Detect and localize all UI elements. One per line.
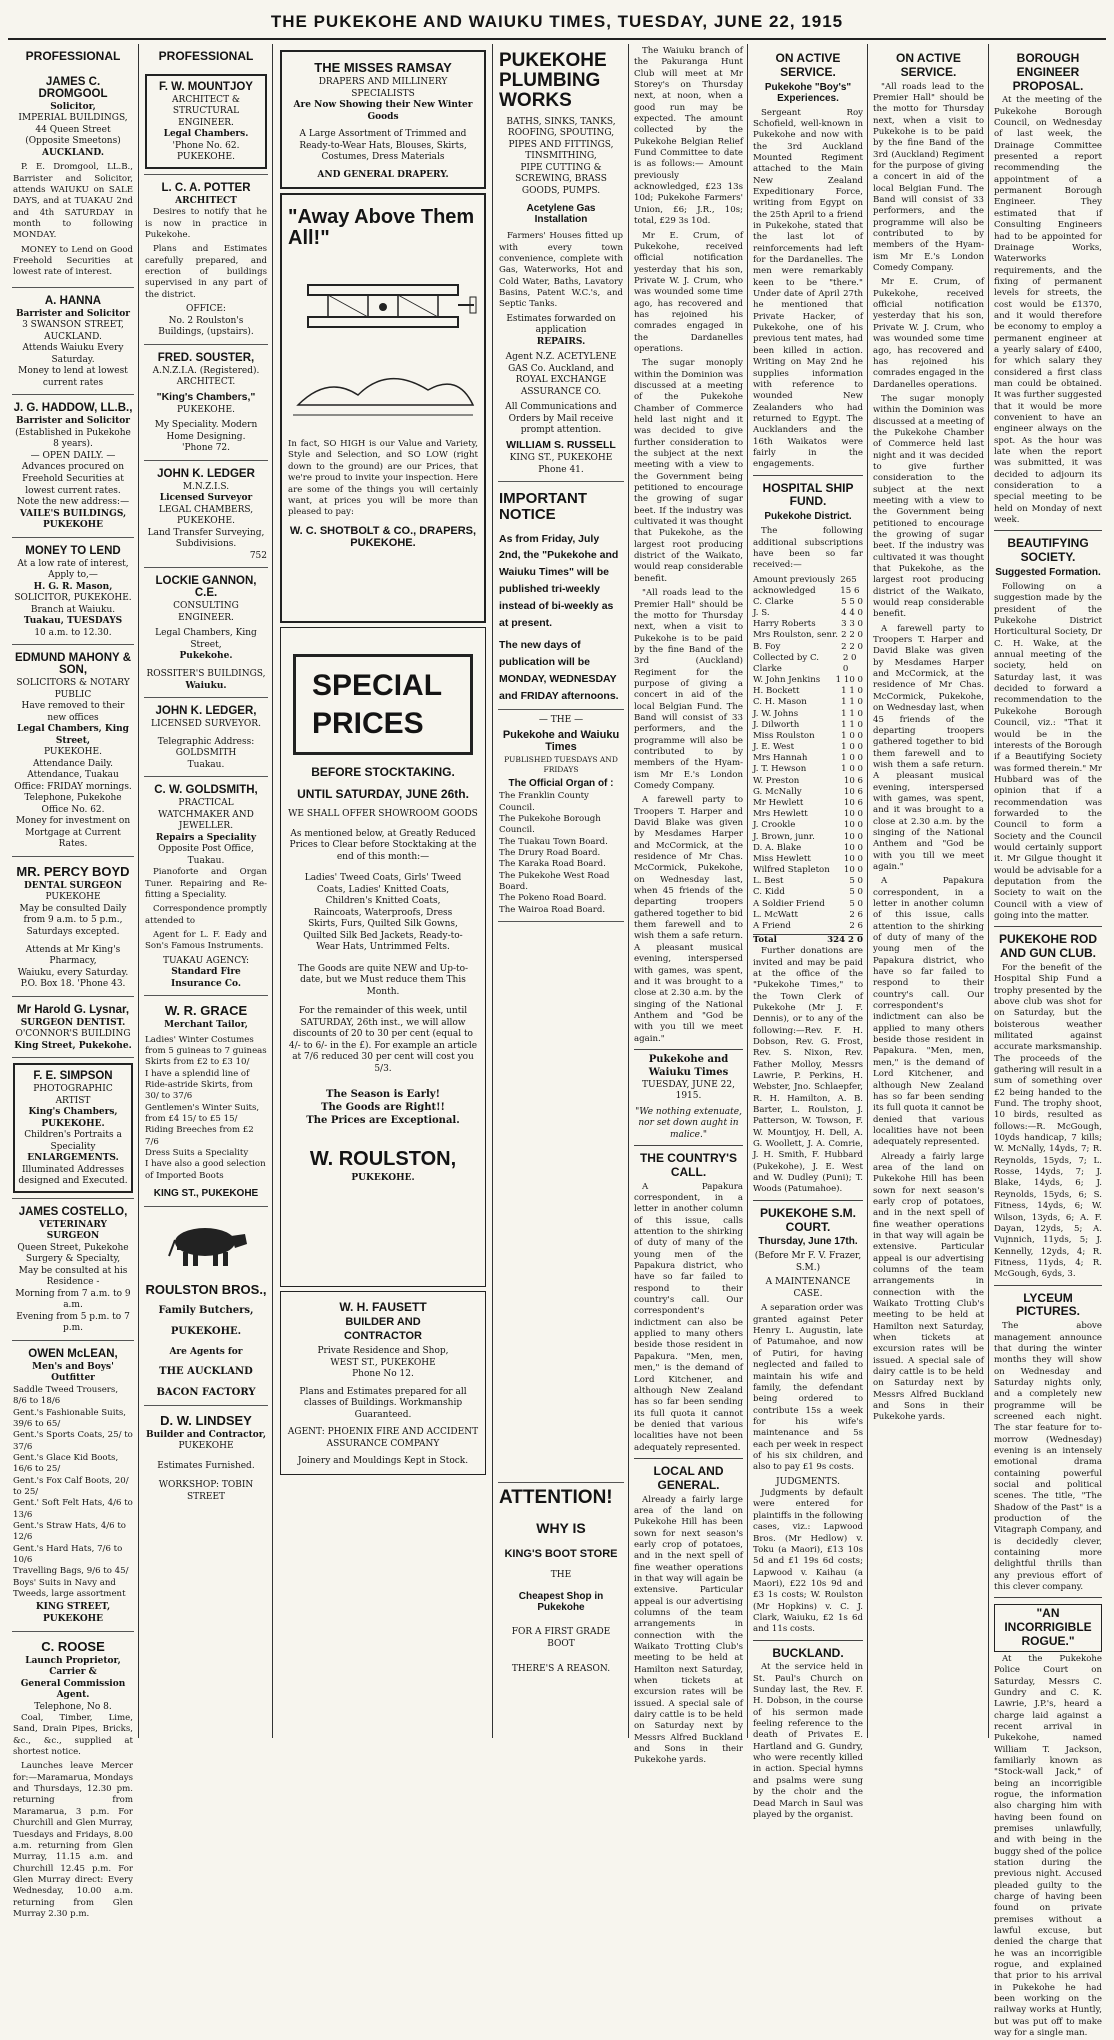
ad-mahony: EDMUND MAHONY & SON, SOLICITORS & NOTARY PUBLIC Have removed to their new offices Legal Chambers, King Street, PUKEKOHE. Attendance Daily. Attendance, Tuakau Office: FRIDAY mornings. Telephone, Pukekohe Office No. 62. Money for investment on Mortgage at Current Rates.: [12, 645, 134, 857]
subscriber-name: Miss Roulston: [753, 730, 815, 741]
divider: [994, 1597, 1102, 1598]
subscription-row: [753, 764, 863, 775]
ad-hanna: A. HANNA Barrister and Solicitor 3 SWANSON STREET, AUCKLAND. Attends Waiuku Every Saturday. Money to lend at lowest current rates: [12, 288, 134, 396]
subscription-row: [753, 686, 863, 697]
subscription-amount: 2 0 0: [842, 652, 857, 674]
subscriber-name: Harry Roberts: [753, 619, 816, 630]
ad-potter: L. C. A. POTTER ARCHITECT Desires to notify that he is now in practice in Pukekohe. Plans and Estimates carefully prepared, and erection of buildings supervised in any part of the district. OFFICE: No. 2 Roulston's Buildings, (upstairs).: [144, 175, 268, 345]
subscription-row: [753, 876, 863, 887]
column-rule: [628, 44, 629, 1738]
subscription-amount: 2 2 0: [841, 630, 863, 641]
subscription-amount: 10 0: [843, 809, 863, 820]
subscriber-name: C. Kidd: [753, 887, 785, 898]
subscription-row: [753, 887, 863, 898]
subscription-row: [753, 820, 863, 831]
subscriber-name: A Soldier Friend: [753, 898, 825, 909]
column-news-4: ON ACTIVE SERVICE. "All roads lead to the Premier Hall" should be the motto for Thursday next, when a visit to Pukekohe is to be paid by the fine Band of the 3rd (Auckland) Regiment for the purpose of giving a concert in aid of the local Belgian Fund. The Band will consist of 33 performers, and the programme will also be contributed to by members of the Hyam-ism Mr E.'s London Comedy Company. Mr E. Crum, of Pukekohe, received official notification yesterday that his son, Private W. J. Crum, who was wounded some time ago, has recovered and has rejoined his comrades engaged in the Dardanelles operations. The sugar monoply within the Dominion was discussed at a meeting of the Pukekohe Chamber of Commerce held last night and it was decided to give further consideration to the subject at the next meeting with a view to the Government being petitioned to encourage the growing of sugar beet. If the industry was cultivated it was thought that Pukekohe, as the largest root producing district of the Waikato, would reap considerable benefit. A farewell party to Troopers T. Harper and David Blake was given by Mesdames Harper and McCormick, at the residence of Mr Chas. McCormick, Pukekohe, on Wednesday last, when 45 friends of the departing troopers gathered together to bid them farewell and to wish them a safe return. A pleasant musical evening, interspersed with games, was spent, and it was brought to a close at 2.30 a.m. by the singing of the National Anthem and "God be with you till we meet again." A Papakura correspondent, in a letter in another column of this issue, calls attention to the shirking of duty of many of the young men of the Papakura district, who have so far failed to respond to their country's call. Our correspondent's indictment can also be applied to many others beside those resident in Papakura. "Men, men, men," is the demand of Lord Kitchener, and although New Zealand has so far been sending its full quota it cannot be denied that various localities have not been adequately represented. Already a fairly large area of the land on Pukekohe Hill has been sown for next season's early crop of potatoes, and in the next spell of fine weather operations in that way will again be extensive. Particular appeal is our advertising columns of the team arrangements in connection with the Waikato Trotting Club's meeting to be held at Hamilton next Saturday, when tickets at excursion rates will be issued. A special sale of dairy cattle is to be held on Saturday next by Messrs Alfred Buckland and Sons in their Pukekohe yards.: [873, 51, 984, 1423]
subscriber-name: D. A. Blake: [753, 842, 802, 853]
section-heading: PROFESSIONAL: [158, 49, 254, 63]
subscription-amount: 1 0 0: [841, 764, 863, 775]
article-heading: LYCEUM PICTURES.: [1015, 1290, 1080, 1319]
subscriber-name: H. Bockett: [753, 686, 800, 697]
subscriber-name: J. E. West: [753, 742, 795, 753]
subscription-row: [753, 787, 863, 798]
subscription-row: [753, 720, 863, 731]
subscription-amount: 1 1 0: [841, 719, 863, 730]
subscription-amount: 10 6: [843, 786, 863, 797]
subscription-amount: 265 15 6: [840, 574, 860, 596]
subscription-row: [753, 854, 863, 865]
subscription-row: [753, 899, 863, 910]
ad-simpson: F. E. SIMPSON PHOTOGRAPHIC ARTIST King's Chambers, PUKEKOHE. Children's Portraits a Speciality ENLARGEMENTS. Illuminated Addresses designed and Executed.: [12, 1058, 134, 1199]
article-heading: ON ACTIVE SERVICE.: [896, 51, 961, 79]
article-heading: BOROUGH ENGINEER PROPOSAL.: [1012, 51, 1084, 93]
subscriber-name: Collected by C. Clarke: [753, 652, 820, 674]
subscriber-name: Mrs Roulston, senr.: [753, 630, 838, 641]
ad-souster: FRED. SOUSTER, A.N.Z.I.A. (Registered). ARCHITECT. "King's Chambers," PUKEKOHE. My Speciality. Modern Home Designing. 'Phone 72.: [144, 345, 268, 461]
subscriber-name: W. John Jenkins: [753, 675, 821, 686]
divider: [994, 926, 1102, 927]
ad-roose: C. ROOSE Launch Proprietor, Carrier & General Commission Agent. Telephone, No 8. Coal, Timber, Lime, Sand, Drain Pipes, Bricks, &c., &c., supplied at shortest notice. Launches leave Mercer for:—Maramarua, Mondays and Thursdays, 12.30 pm. returning from Maramarua, 3 p.m. For Churchill and Glen Murray, Tuesdays and Fridays, 8.00 a.m. returning from Glen Murray, 11.15 a.m. and Churchill 12.45 p.m. For Glen Murray direct: Every Wednesday, 10.00 a.m. returning from Glen Murray 2.30 p.m.: [13, 1638, 134, 1919]
column-display-ads: [274, 44, 492, 1738]
dateline: TUESDAY, JUNE 22, 1915.: [642, 1079, 735, 1102]
subscription-amount: 10 0: [843, 831, 863, 842]
subscriber-name: G. McNally: [753, 786, 802, 797]
ad-fausett: W. H. FAUSETT BUILDER AND CONTRACTOR Private Residence and Shop, WEST ST., PUKEKOHE Phone No 12. Plans and Estimates prepared for all classes of Buildings. Workmanship Guaranteed. AGENT: PHOENIX FIRE AND ACCIDENT ASSURANCE COMPANY Joinery and Mouldings Kept in Stock.: [280, 1291, 486, 1475]
column-news-3: BOROUGH ENGINEER PROPOSAL. At the meeting of the Pukekohe Borough Council, on Wednesday of last week, the Drainage Committee presented a report recommending the appointment of a permanent Borough Engineer. They estimated that if Consulting Engineers had to be appointed for Drainage Works, Waterworks requirements, and the fixing of permanent levels for streets, the cost would be £1370, and it would therefore be economy to employ a permanent engineer at a yearly salary of £400, for which salary they considered a first class man could be obtained. It was further suggested that it would be more convenient to have an engineer always on the spot. As the hour was late when the report was submitted, it was decided to adjourn its consideration to a special meeting to be held on Monday of next week. BEAUTIFYING SOCIETY. Suggested Formation. Following on a suggestion made by the president of the Pukekohe District Horticultural Society, Dr C. H. Wake, at the annual meeting of the society, held on Saturday last, it was decided to forward a recommendation to the Pukekohe Borough Council, viz.: "That it would be in the interests of the Borough if a Beautifying Society was formed therein." Mr Hubbard was of the opinion that if a recommendation was forwarded to the Council to form a Society and the Council would certainly support it. Mr Gilgue thought it would be advisable for a deputation from the Society to wait on the Council with a view of going into the matter. PUKEKOHE ROD AND GUN CLUB. For the benefit of the Hospital Ship Fund a trophy presented by the above club was shot for on Saturday, but the boisterous weather militated against accurate marksmanship. The proceeds of the gathering will result in a sum of something over £2 being handed to the Fund. The trophy shoot, 10 birds, resulted as follows:—R. McGough, 10yds handicap, 7 kills; W. McNally, 14yds, 7; R. Reynolds, 15yds, 7; L. Rosse, 14yds, 7; J. Blake, 14yds, 6; J. Reynolds, 15yds, 6; S. Fitness, 14yds, 6; W. Wilson, 13yds, 6; A. F. Dayan, 12yds, 5; A. Vujnnich, 11yds, 5; J. Kennelly, 12yds, 4; R. Fitness, 11yds, 4; R. McGough, 6yds, 3. LYCEUM PICTURES. The above management announce that during the winter months they will show on Wednesday and Saturday nights only, and a completely new programme will be screened each night. The star feature for to-morrow (Wednesday) evening is an intensely emotional drama containing powerful social and political scenes. The title, "The Shadow of the Past" is a production of the Vitagraph Company, and is decidedly clever, containing more delightful thrills than any previous effort of this clever company. "AN INCORRIGIBLE ROGUE." At the Pukekohe Police Court on Saturday, Messrs C. Gundry and C. K. Lawrie, J.P.'s, heard a charge laid against a recent arrival in Pukekohe, named William T. Jackson, familiarly known as "Stock-wall Jack," of being an incorrigible rogue, the information also charging him with having been found on premises unlawfully, and with being in the buggy shed of the police station during the previous night. Accused pleaded guilty to the charge of having been found on private premises without a lawful excuse, but denied the charge that he was an incorrigible rogue, and explained that prior to his arrival in Pukekohe he had been working on the railway works at Huntly, but was put off to make way for a single man.: [994, 51, 1102, 2039]
subscriber-name: Mrs Hewlett: [753, 809, 808, 820]
article-heading: "AN INCORRIGIBLE ROGUE.": [994, 1604, 1102, 1651]
subscription-amount: 3 3 0: [841, 619, 863, 630]
subscriber-name: C. H. Mason: [753, 697, 807, 708]
subscriber-name: Mr Hewlett: [753, 798, 804, 808]
ad-ledger-2: JOHN K. LEDGER, LICENSED SURVEYOR. Telegraphic Address: GOLDSMITH Tuakau.: [144, 698, 268, 777]
subscriber-name: J. W. Johns: [753, 708, 799, 719]
column-rule: [492, 44, 493, 1738]
divider: [634, 1049, 743, 1050]
subscription-amount: 1 1 0: [841, 697, 863, 708]
subscriber-name: W. Preston: [753, 775, 800, 786]
subscription-row: [753, 921, 863, 932]
subscription-amount: 2 6: [849, 909, 863, 920]
ad-gannon: LOCKIE GANNON, C.E. CONSULTING ENGINEER. Legal Chambers, King Street, Pukekohe. ROSSITER'S BUILDINGS, Waiuku.: [144, 568, 268, 698]
subscription-amount: 5 0: [849, 898, 863, 909]
subscription-amount: 1 1 0: [841, 686, 863, 697]
article-heading: HOSPITAL SHIP FUND.: [762, 480, 854, 509]
column-rule: [138, 44, 139, 1738]
subscriber-name: J. Crookle: [753, 820, 796, 831]
subscription-row: [753, 619, 863, 630]
subscription-amount: 2 6: [849, 920, 863, 931]
subscriber-name: A Friend: [753, 920, 791, 931]
subscription-row: [753, 597, 863, 608]
article-heading: PUKEKOHE S.M. COURT.: [759, 1205, 856, 1234]
divider: [634, 1458, 743, 1459]
subscription-row: [753, 742, 863, 753]
subscription-amount: 4 4 0: [841, 608, 863, 619]
ad-mclean: OWEN McLEAN, Men's and Boys' Outfitter Saddle Tweed Trousers, 8/6 to 18/6 Gent.'s Fashionable Suits, 39/6 to 65/ Gent.'s Sports Coats, 25/ to 37/6 Gent.'s Glace Kid Boots, 16/6 to 25/ Gent.'s Fox Calf Boots, 20/ to 25/ Gent.' Soft Felt Hats, 4/6 to 13/6 Gent.'s Straw Hats, 4/6 to 12/6 Gent.'s Hard Hats, 7/6 to 10/6 Travelling Bags, 9/6 to 45/ Boys' Suits in Navy and Tweeds, large assortment KING STREET, PUKEKOHE: [12, 1341, 134, 1632]
ad-shotbolt: "Away Above Them All!" In fact, SO HIGH is our Value and Variety, Style and Selection, and SO LOW (right down to the ground) are our Prices, that we're proud to invite your inspection. Here are some of the things you will certainly want, at prices you will be more than pleased to pay: W. C. SHOTBOLT & CO., DRAPERS, PUKEKOHE.: [280, 193, 486, 623]
article-heading: LOCAL AND GENERAL.: [653, 1463, 724, 1492]
subscription-row: [753, 753, 863, 764]
subscriber-name: J. Brown, junr.: [753, 831, 815, 842]
column-professional-1: [8, 44, 138, 1919]
important-notice: IMPORTANT NOTICE As from Friday, July 2nd, the "Pukekohe and Waiuku Times" will be published tri-weekly instead of bi-weekly as at present. The new days of publication will be MONDAY, WEDNESDAY and FRIDAY afternoons.: [498, 482, 624, 710]
column-rule: [988, 44, 989, 1738]
ad-lysnar: Mr Harold G. Lysnar, SURGEON DENTIST. O'CONNOR'S BUILDING King Street, Pukekohe.: [12, 997, 134, 1059]
divider: [753, 1640, 863, 1641]
subscriber-name: L. Best: [753, 876, 784, 887]
divider: [994, 1285, 1102, 1286]
divider: [634, 1145, 743, 1146]
column-news-1: The Waiuku branch of the Pakuranga Hunt Club will meet at Mr Storey's on Thursday next, at noon, when a good run may be expected. The amount collected by the Pukekohe Belgian Relief Fund Committee to date is as follows:— Amount previously acknowledged, £23 13s 10d; Pukekohe Farmers' Union, £6; J.R., 10s; total, £29 3s 10d. Mr E. Crum, of Pukekohe, received official notification yesterday that his son, Private W. J. Crum, who was wounded some time ago, has recovered and has rejoined his comrades engaged in the Dardanelles operations. The sugar monoply within the Dominion was discussed at a meeting of the Pukekohe Chamber of Commerce held last night and it was decided to give further consideration to the subject at the next meeting with a view to the Government being petitioned to encourage the growing of sugar beet. If the industry was cultivated it was thought that Pukekohe, as the largest root producing district of the Waikato, would reap considerable benefit. "All roads lead to the Premier Hall" should be the motto for Thursday next, when a visit to Pukekohe is to be paid by the fine Band of the 3rd (Auckland) Regiment for the purpose of giving a concert in aid of the local Belgian Fund. The Band will consist of 33 performers, and the programme will also be contributed to by members of the Hyam-ism Mr E.'s London Comedy Company. A farewell party to Troopers T. Harper and David Blake was given by Mesdames Harper and McCormick, at the residence of Mr Chas. McCormick, Pukekohe, on Wednesday last, when 45 friends of the departing troopers gathered together to bid them farewell and to wish them a safe return. A pleasant musical evening, interspersed with games, was spent, and it was brought to a close at 2.30 a.m. by the singing of the National Anthem and "God be with you till we meet again." Pukekohe and Waiuku Times TUESDAY, JUNE 22, 1915. "We nothing extenuate, nor set down aught in malice." THE COUNTRY'S CALL. A Papakura correspondent, in a letter in another column of this issue, calls attention to the shirking of duty of many of the young men of the Papakura district, who have so far failed to respond to their country's call. Our correspondent's indictment can also be applied to many others beside those resident in Papakura. "Men, men, men," is the demand of Lord Kitchener, and although New Zealand has so far been sending its full quota it cannot be denied that various localities have not been adequately represented. LOCAL AND GENERAL. Already a fairly large area of the land on Pukekohe Hill has been sown for next season's early crop of potatoes, and in the next spell of fine weather operations in that way will again be extensive. Particular appeal is our advertising columns of the team arrangements in connection with the Waikato Trotting Club's meeting to be held at Hamilton next Saturday, when tickets at excursion rates will be issued. A special sale of dairy cattle is to be held on Saturday next by Messrs Alfred Buckland and Sons in their Pukekohe yards.: [634, 46, 743, 1766]
subscription-row: [753, 809, 863, 820]
ad-boyd: MR. PERCY BOYD DENTAL SURGEON PUKEKOHE May be consulted Daily from 9 a.m. to 5 p.m., Saturdays excepted. Attends at Mr King's Pharmacy, Waiuku, every Saturday. P.O. Box 18. 'Phone 43.: [12, 857, 134, 997]
ad-misses-ramsay: THE MISSES RAMSAY DRAPERS AND MILLINERY SPECIALISTS Are Now Showing their New Winter Goods A Large Assortment of Trimmed and Ready-to-Wear Hats, Blouses, Skirts, Costumes, Dress Materials AND GENERAL DRAPERY.: [280, 50, 486, 189]
article-heading: BUCKLAND.: [772, 1645, 844, 1660]
column-rule: [747, 44, 748, 1738]
subscriber-name: L. McWatt: [753, 909, 798, 920]
subscription-amount: 1 0 0: [841, 753, 863, 764]
subscription-row: [753, 675, 863, 686]
subscription-row: [753, 653, 863, 675]
ad-mountjoy: F. W. MOUNTJOY ARCHITECT & STRUCTURAL ENGINEER. Legal Chambers. 'Phone No. 62. PUKEKOHE.: [144, 69, 268, 175]
subscription-amount: 1 0 0: [841, 730, 863, 741]
subscriber-name: Mrs Hannah: [753, 753, 808, 764]
subscription-amount: 5 0: [849, 876, 863, 887]
subscription-row: [753, 630, 863, 641]
biplane-illustration: [288, 255, 478, 435]
subscription-row: [753, 697, 863, 708]
article-heading: THE COUNTRY'S CALL.: [639, 1151, 738, 1179]
subscriber-name: Miss Hewlett: [753, 853, 811, 864]
subscription-amount: 10 0: [843, 853, 863, 864]
subscription-row: [753, 843, 863, 854]
article-heading: PUKEKOHE ROD AND GUN CLUB.: [998, 932, 1097, 961]
subscription-amount: 10 6: [843, 775, 863, 786]
subscription-amount: 2 2 0: [841, 641, 863, 652]
subscription-row: [753, 709, 863, 720]
ad-lindsey: D. W. LINDSEY Builder and Contractor, PUKEKOHE Estimates Furnished. WORKSHOP: TOBIN STREET: [146, 1412, 266, 1502]
ad-grace: W. R. GRACE Merchant Tailor, Ladies' Winter Costumes from 5 guineas to 7 guineas Skirts from £2 to £3 10/ I have a splendid line of Ride-astride Skirts, from 30/ to 37/6 Gentlemen's Winter Suits, from £4 15/ to £5 15/ Riding Breeches from £2 7/6 Dress Suits a Speciality I have also a good selection of Imported Boots KING ST., PUKEKOHE: [144, 996, 268, 1207]
ad-roulston-bros: ROULSTON BROS., Family Butchers, PUKEKOHE. Are Agents for THE AUCKLAND BACON FACTORY: [144, 1207, 268, 1406]
subscriber-name: J. S.: [753, 608, 770, 619]
subscriber-name: B. Foy: [753, 641, 781, 652]
subscription-list: [753, 575, 863, 933]
masthead-title: THE PUKEKOHE AND WAIUKU TIMES, TUESDAY, JUNE 22, 1915: [270, 12, 844, 31]
subscriber-name: Wilfred Stapleton: [753, 865, 830, 876]
subscription-row: [753, 608, 863, 619]
subscription-row: [753, 642, 863, 653]
subscription-row: [753, 798, 863, 809]
column-news-2: ON ACTIVE SERVICE. Pukekohe "Boy's" Experiences. Sergeant Roy Schofield, well-known in Pukekohe and now with the 3rd Auckland Mounted Regiment attached to the Main New Zealand Expeditionary Force, writing from Egypt on the 25th April to a friend in Pukekohe, stated that the last lot of reinforcements had left for the Dardanelles. The men were remarkably keen to be "there." Under date of April 27th he mentioned that Private Hacker, of Pukekohe, one of his previous tent mates, had been killed in action. Writing on May 2nd he supplies information with reference to wounded New Zealanders who had returned to Egypt. The Aucklanders and the 16th Waikatos were fairly in the engagements. HOSPITAL SHIP FUND. Pukekohe District. The following additional subscriptions have been so far received:— Amount previously acknowledged 265 15 6 C. Clarke 5 5 0 J. S. 4 4 0 Harry Roberts 3 3 0 Mrs Roulston, senr. 2 2 0 B. Foy 2 2 0 Collected by C. Clarke 2 0 0 W. John Jenkins 1 10 0 H. Bockett 1 1 0 C. H. Mason 1 1 0 J. W. Johns 1 1 0 J. Dilworth 1 1 0 Miss Roulston 1 0 0 J. E. West 1 0 0 Mrs Hannah 1 0 0 J. T. Hewson 1 0 0 W. Preston 10 6 G. McNally 10 6 Mr Hewlett 10 6 Mrs Hewlett 10 0 J. Crookle 10 0 J. Brown, junr. 10 0 D. A. Blake 10 0 Miss Hewlett 10 0 Wilfred Stapleton 10 0 L. Best 5 0 C. Kidd 5 0 A Soldier Friend 5 0 L. McWatt 2 6 A Friend 2 6 Total 324 2 0 Further donations are invited and may be paid at the office of the "Pukekohe Times," to the Town Clerk of Pukekohe (Mr J. F. Dennis), or to any of the following:—Rev. F. H. Dobson, Rev. G. Frost, Rev. S. Nixon, Rev. Father Molloy, Messrs Lawrie, P. Perkins, H. Webster, Jno. Schlaepfer, R. H. Hamilton, A. B. Barter, L. Roulston, J. Patterson, W. Towson, F. W. Mountjoy, H. Dell, A. G. Woollett, J. A. Comrie, J. H. Smith, F. Hubbard (Pukekohe), J. E. West and W. Dudley (Puni); T. Woods (Patumahoe). PUKEKOHE S.M. COURT. Thursday, June 17th. (Before Mr F. V. Frazer, S.M.) A MAINTENANCE CASE. A separation order was granted against Peter Henry L. Augustin, late of Patumahoe, and now of Putiri, for having neglected and failed to maintain his wife and family, the defendant being ordered to contribute 15s a week for his wife's maintenance and 5s each per week in respect of his six children, and also to pay £1 9s costs. JUDGMENTS. Judgments by default were entered for plaintiffs in the following cases, viz.: Lapwood Bros. (Mr Hedlow) v. Toku (a Maori), £13 10s 5d and £1 19s 6d costs; Lapwood v. Kaihau (a Maori), £22 10s 9d and £3 1s costs; W. Roulston (Mr Hopkins) v. C. J. Clark, Waiuku, £2 1s 6d and 11s costs. BUCKLAND. At the service held in St. Paul's Church on Sunday last, the Rev. F. H. Dobson, in the course of his sermon made feeling reference to the death of Privates E. Hartland and G. Gundry, who were recently killed in action. Special hymns and psalms were sung by the choir and the Dead March in Saul was played by the organist.: [753, 51, 863, 1820]
masthead-small: Pukekohe and Waiuku Times: [648, 1053, 729, 1078]
ad-dromgool: JAMES C. DROMGOOL Solicitor, IMPERIAL BUILDINGS, 44 Queen Street (Opposite Smeetons) AUCKLAND. P. E. Dromgool, LL.B., Barrister and Solicitor, attends WAIUKU on SALE DAYS, and at TUAKAU 2nd and 4th SATURDAY in month to following MONDAY. MONEY to Lend on Good Freehold Securities at lowest rate of interest.: [12, 69, 134, 288]
subscription-amount: 10 0: [843, 820, 863, 831]
subscription-amount: 10 0: [843, 842, 863, 853]
divider: [994, 530, 1102, 531]
column-professional-2: [140, 44, 272, 1738]
subscription-row: [753, 776, 863, 787]
section-heading: PROFESSIONAL: [25, 49, 121, 63]
ad-goldsmith: C. W. GOLDSMITH, PRACTICAL WATCHMAKER AND JEWELLER. Repairs a Speciality Opposite Post Office, Tuakau. Pianoforte and Organ Tuner. Repairing and Re-fitting a Speciality. Correspondence promptly attended to Agent for L. F. Eady and Son's Famous Instruments. TUAKAU AGENCY: Standard Fire Insurance Co.: [144, 777, 268, 996]
subscription-row: [753, 832, 863, 843]
divider: [753, 1200, 863, 1201]
subscription-amount: 10 0: [843, 865, 863, 876]
subscription-amount: 1 0 0: [841, 742, 863, 753]
subscriber-name: Amount previously acknowledged: [753, 574, 835, 596]
column-plumbing-notice: [494, 44, 628, 1738]
column-rule: [272, 44, 273, 1738]
subscription-row: [753, 731, 863, 742]
subscription-amount: 5 5 0: [841, 596, 863, 607]
article-heading: BEAUTIFYING SOCIETY.: [1007, 536, 1089, 565]
subscriber-name: C. Clarke: [753, 596, 794, 607]
subscriber-name: J. T. Hewson: [753, 764, 807, 775]
ad-costello: JAMES COSTELLO, VETERINARY SURGEON Queen Street, Pukekohe Surgery & Specialty, May be consulted at his Residence - Morning from 7 a.m. to 9 a.m. Evening from 5 p.m. to 7 p.m.: [12, 1199, 134, 1341]
masthead: [8, 6, 1106, 40]
column-rule: [867, 44, 868, 1738]
ad-haddow: J. G. HADDOW, LL.B., Barrister and Solicitor (Established in Pukekohe 8 years). — OPEN DAILY. — Advances procured on Freehold Securities at lowest current rates. Note the new address:— VAILE'S BUILDINGS, PUKEKOHE: [12, 395, 134, 537]
ad-mason: MONEY TO LEND At a low rate of interest, Apply to,— H. G. R. Mason, SOLICITOR, PUKEKOHE. Branch at Waiuku. Tuakau, TUESDAYS 10 a.m. to 12.30.: [12, 538, 134, 646]
subscription-row: [753, 865, 863, 876]
subscription-row: [753, 910, 863, 921]
subscription-amount: 1 1 0: [841, 708, 863, 719]
subscription-amount: 5 0: [849, 887, 863, 898]
column-spacer: [498, 922, 624, 1482]
official-organ: — THE — Pukekohe and Waiuku Times PUBLISHED TUESDAYS AND FRIDAYS The Official Organ of : The Franklin County Council. The Pukekohe Borough Council. The Tuakau Town Board. The Drury Road Board. The Karaka Road Board. The Pukekohe West Road Board. The Pokeno Road Board. The Wairoa Road Board.: [498, 710, 624, 921]
subscription-total: Total 324 2 0: [753, 935, 863, 946]
motto: "We nothing extenuate, nor set down aught in malice.": [635, 1106, 742, 1140]
ad-special-prices: SPECIAL PRICES BEFORE STOCKTAKING. UNTIL SATURDAY, JUNE 26th. WE SHALL OFFER SHOWROOM GOODS As mentioned below, at Greatly Reduced Prices to Clear before Stocktaking at the end of this month:— Ladies' Tweed Coats, Girls' Tweed Coats, Ladies' Knitted Coats, Children's Knitted Coats, Raincoats, Waterproofs, Dress Skirts, Furs, Quilted Silk Gowns, Quilted Silk Bed Jackets, Ready-to-Wear Hats, Untrimmed Felts. The Goods are quite NEW and Up-to-date, but we Must reduce them This Month. For the remainder of this week, until SATURDAY, 26th inst., we will allow discounts of 20 to 30 per cent (equal to 4/- to 6/- in the £). For example an article at 7/6 reduced 30 per cent will cost you 5/3. The Season is Early! The Goods are Right!! The Prices are Exceptional. W. ROULSTON, PUKEKOHE.: [280, 627, 486, 1287]
subscription-row: [753, 575, 863, 597]
ad-kings-boot-store: ATTENTION! WHY IS KING'S BOOT STORE THE Cheapest Shop in Pukekohe FOR A FIRST GRADE BOOT THERE'S A REASON.: [498, 1482, 624, 1681]
subscriber-name: J. Dilworth: [753, 719, 800, 730]
article-heading: ON ACTIVE SERVICE.: [775, 51, 841, 79]
divider: [753, 475, 863, 476]
subscription-amount: 1 10 0: [835, 675, 863, 686]
ad-plumbing-works: PUKEKOHE PLUMBING WORKS BATHS, SINKS, TANKS, ROOFING, SPOUTING, PIPES AND FITTINGS, TINSMITHING, PIPE CUTTING & SCREWING, BRASS GOODS, PUMPS. Acetylene Gas Installation Farmers' Houses fitted up with every town convenience, complete with Gas, Waterworks, Hot and Cold Water, Baths, Lavatory Basins, Patent W.C.'s, and Septic Tanks. Estimates forwarded on application REPAIRS. Agent N.Z. ACETYLENE GAS Co. Auckland, and ROYAL EXCHANGE ASSURANCE CO. All Communications and Orders by Mail receive prompt attention. WILLIAM S. RUSSELL KING ST., PUKEKOHE Phone 41.: [498, 46, 624, 482]
ad-ledger-1: JOHN K. LEDGER M.N.Z.I.S. Licensed Surveyor LEGAL CHAMBERS, PUKEKOHE. Land Transfer Surveying, Subdivisions. 752: [144, 461, 268, 569]
subscription-amount: 10 6: [843, 798, 863, 808]
bull-illustration: [161, 1216, 251, 1272]
